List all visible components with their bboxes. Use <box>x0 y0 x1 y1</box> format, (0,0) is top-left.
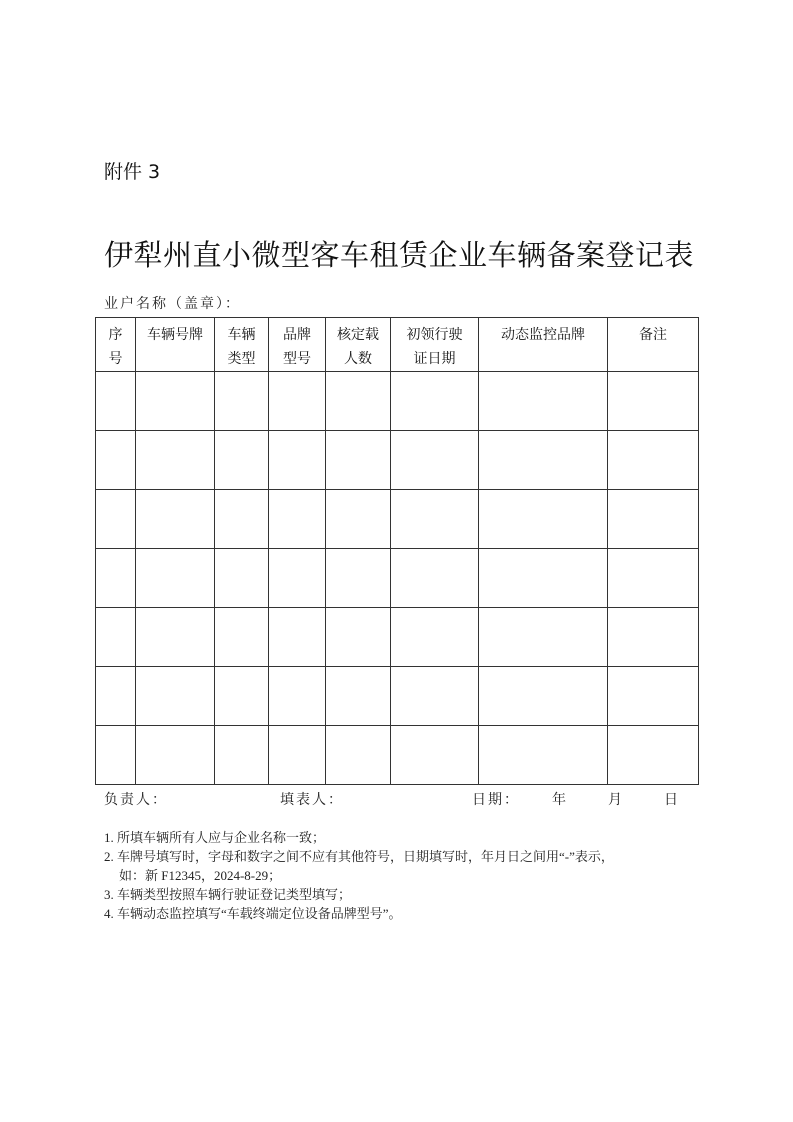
table-cell[interactable] <box>96 667 136 726</box>
table-cell[interactable] <box>479 549 608 608</box>
header-plate: 车辆号牌 <box>136 318 215 372</box>
page-title: 伊犁州直小微型客车租赁企业车辆备案登记表 <box>104 238 695 272</box>
table-cell[interactable] <box>391 490 479 549</box>
header-vehicle-type: 车辆 类型 <box>215 318 269 372</box>
table-cell[interactable] <box>136 549 215 608</box>
table-cell[interactable] <box>269 667 326 726</box>
header-capacity: 核定载 人数 <box>326 318 391 372</box>
month-label: 月 <box>608 793 624 808</box>
table-cell[interactable] <box>96 549 136 608</box>
table-cell[interactable] <box>269 549 326 608</box>
header-monitor-brand: 动态监控品牌 <box>479 318 608 372</box>
table-cell[interactable] <box>608 726 699 785</box>
table-cell[interactable] <box>96 431 136 490</box>
filler-label: 填表人： <box>280 793 344 808</box>
table-cell[interactable] <box>215 549 269 608</box>
table-row <box>96 372 699 431</box>
date-label: 日期： <box>472 793 520 808</box>
table-cell[interactable] <box>391 372 479 431</box>
table-cell[interactable] <box>215 490 269 549</box>
table-row <box>96 549 699 608</box>
table-cell[interactable] <box>96 490 136 549</box>
table-cell[interactable] <box>269 431 326 490</box>
header-seq: 序 号 <box>96 318 136 372</box>
note-item: 1. 所填车辆所有人应与企业名称一致； <box>104 830 326 845</box>
day-label: 日 <box>664 793 680 808</box>
table-cell[interactable] <box>391 726 479 785</box>
year-label: 年 <box>552 793 568 808</box>
note-item: 4. 车辆动态监控填写“车载终端定位设备品牌型号”。 <box>104 906 402 921</box>
table-cell[interactable] <box>215 726 269 785</box>
table-cell[interactable] <box>96 726 136 785</box>
table-cell[interactable] <box>269 726 326 785</box>
table-cell[interactable] <box>96 608 136 667</box>
table-cell[interactable] <box>136 490 215 549</box>
table-cell[interactable] <box>326 490 391 549</box>
table-cell[interactable] <box>391 431 479 490</box>
table-cell[interactable] <box>96 372 136 431</box>
table-cell[interactable] <box>326 431 391 490</box>
header-brand-model: 品牌 型号 <box>269 318 326 372</box>
registration-table <box>95 317 699 785</box>
table-cell[interactable] <box>391 667 479 726</box>
table-row <box>96 431 699 490</box>
table-row <box>96 667 699 726</box>
table-cell[interactable] <box>269 608 326 667</box>
table-cell[interactable] <box>608 490 699 549</box>
table-header-row <box>96 318 699 372</box>
table-cell[interactable] <box>215 431 269 490</box>
table-cell[interactable] <box>136 431 215 490</box>
company-name-label: 业户名称（盖章）： <box>104 297 241 312</box>
header-license-date: 初领行驶 证日期 <box>391 318 479 372</box>
table-cell[interactable] <box>326 667 391 726</box>
table-cell[interactable] <box>326 549 391 608</box>
note-item: 3. 车辆类型按照车辆行驶证登记类型填写； <box>104 887 352 902</box>
attachment-label: 附件 3 <box>104 161 161 183</box>
table-cell[interactable] <box>326 726 391 785</box>
table-cell[interactable] <box>269 372 326 431</box>
table-cell[interactable] <box>608 431 699 490</box>
table-cell[interactable] <box>479 372 608 431</box>
table-cell[interactable] <box>391 608 479 667</box>
table-cell[interactable] <box>215 608 269 667</box>
table-cell[interactable] <box>136 608 215 667</box>
table-cell[interactable] <box>326 372 391 431</box>
table-cell[interactable] <box>608 549 699 608</box>
table-cell[interactable] <box>479 431 608 490</box>
table-cell[interactable] <box>215 372 269 431</box>
table-cell[interactable] <box>136 667 215 726</box>
table-row <box>96 608 699 667</box>
note-item: 2. 车牌号填写时，字母和数字之间不应有其他符号，日期填写时，年月日之间用“-”表示， <box>104 849 614 864</box>
table-cell[interactable] <box>326 608 391 667</box>
table-cell[interactable] <box>479 608 608 667</box>
table-cell[interactable] <box>136 372 215 431</box>
table-row <box>96 490 699 549</box>
table-cell[interactable] <box>479 667 608 726</box>
table-cell[interactable] <box>608 667 699 726</box>
table-cell[interactable] <box>479 490 608 549</box>
table-cell[interactable] <box>136 726 215 785</box>
header-remarks: 备注 <box>608 318 699 372</box>
table-cell[interactable] <box>269 490 326 549</box>
table-cell[interactable] <box>608 608 699 667</box>
notes-list <box>104 828 614 923</box>
note-item-continuation: 如：新 F12345，2024-8-29； <box>119 868 282 883</box>
table-row <box>96 726 699 785</box>
table-cell[interactable] <box>391 549 479 608</box>
table-cell[interactable] <box>215 667 269 726</box>
table-cell[interactable] <box>608 372 699 431</box>
table-cell[interactable] <box>479 726 608 785</box>
responsible-label: 负责人： <box>104 793 168 808</box>
